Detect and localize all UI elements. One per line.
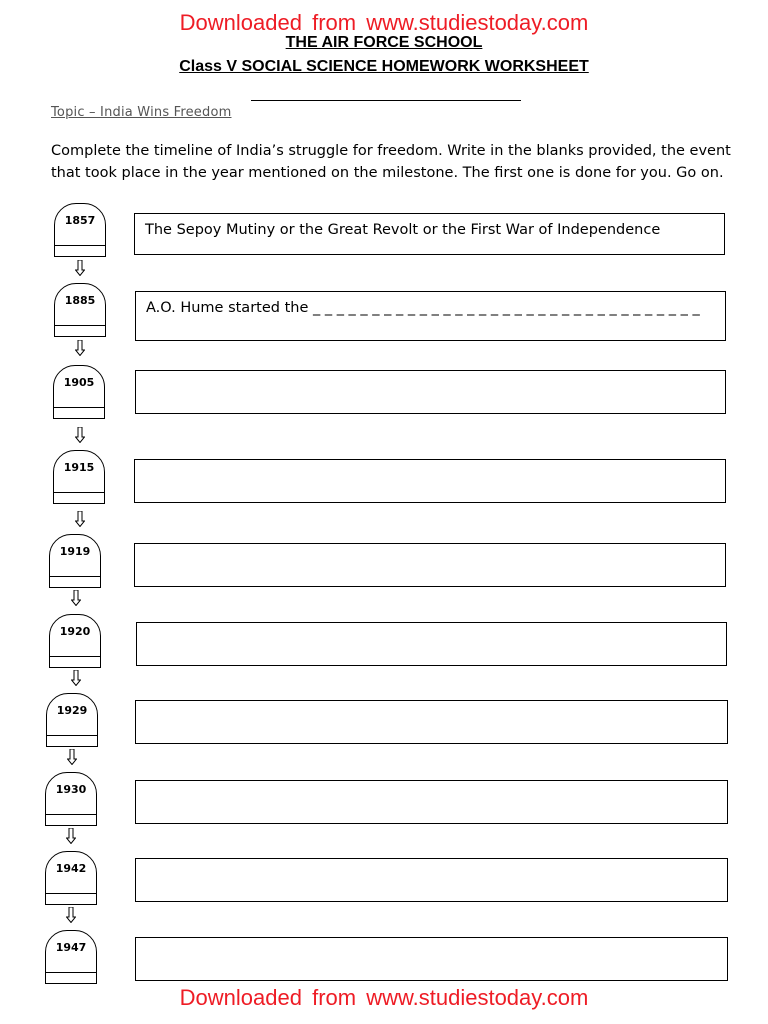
answer-text: A.O. Hume started the _ _ _ _ _ _ _ _ _ _ _ _ _ _ _ _ _ _ _ _ _ _ _ _ _ _ _ _ _ _ _ _ _	[146, 300, 700, 316]
down-arrow-icon	[66, 907, 76, 923]
milestone-year: 1947	[55, 941, 87, 954]
down-arrow-icon	[71, 670, 81, 686]
instructions-line-2: that took place in the year mentioned on the milestone. The first one is done for you. Go on.	[51, 165, 724, 181]
milestone-base	[53, 492, 105, 503]
watermark-bottom: Downloaded from www.studiestoday.com	[179, 985, 589, 1010]
worksheet-title: Class V SOCIAL SCIENCE HOMEWORK WORKSHEET	[179, 58, 589, 75]
milestone-stone	[54, 283, 106, 337]
milestone-year: 1885	[64, 294, 96, 307]
answer-box[interactable]	[134, 213, 725, 255]
milestone-base	[45, 814, 97, 825]
milestone-stone	[46, 693, 98, 747]
answer-box[interactable]	[135, 937, 728, 981]
milestone-year: 1915	[63, 461, 95, 474]
answer-box[interactable]	[134, 459, 726, 503]
milestone-base	[54, 325, 106, 336]
answer-box[interactable]	[136, 622, 727, 666]
milestone-base	[53, 407, 105, 418]
answer-box[interactable]	[135, 291, 726, 341]
milestone-year: 1857	[64, 214, 96, 227]
milestone-stone	[45, 851, 97, 905]
down-arrow-icon	[75, 260, 85, 276]
milestone-year: 1942	[55, 862, 87, 875]
answer-box[interactable]	[135, 700, 728, 744]
answer-text: The Sepoy Mutiny or the Great Revolt or the First War of Independence	[145, 222, 661, 238]
down-arrow-icon	[75, 427, 85, 443]
watermark-top: Downloaded from www.studiestoday.com	[179, 10, 589, 35]
down-arrow-icon	[66, 828, 76, 844]
down-arrow-icon	[75, 340, 85, 356]
milestone-base	[46, 735, 98, 746]
answer-box[interactable]	[135, 370, 726, 414]
milestone-year: 1919	[59, 545, 91, 558]
milestone-stone	[53, 450, 105, 504]
answer-box[interactable]	[135, 780, 728, 824]
instructions	[51, 140, 731, 184]
milestone-stone	[54, 203, 106, 257]
milestone-base	[54, 245, 106, 256]
milestone-stone	[49, 534, 101, 588]
school-name: THE AIR FORCE SCHOOL	[285, 34, 483, 51]
milestone-year: 1929	[56, 704, 88, 717]
name-blank-line	[251, 100, 521, 101]
milestone-stone	[53, 365, 105, 419]
milestone-base	[49, 656, 101, 667]
down-arrow-icon	[67, 749, 77, 765]
milestone-base	[49, 576, 101, 587]
down-arrow-icon	[75, 511, 85, 527]
milestone-year: 1920	[59, 625, 91, 638]
down-arrow-icon	[71, 590, 81, 606]
milestone-year: 1905	[63, 376, 95, 389]
answer-box[interactable]	[134, 543, 726, 587]
milestone-base	[45, 972, 97, 983]
milestone-stone	[45, 772, 97, 826]
milestone-year: 1930	[55, 783, 87, 796]
answer-box[interactable]	[135, 858, 728, 902]
topic-heading: Topic – India Wins Freedom	[51, 105, 232, 120]
milestone-stone	[49, 614, 101, 668]
milestone-stone	[45, 930, 97, 984]
milestone-base	[45, 893, 97, 904]
instructions-line-1: Complete the timeline of India’s struggle for freedom. Write in the blanks provided, the event	[51, 143, 731, 159]
